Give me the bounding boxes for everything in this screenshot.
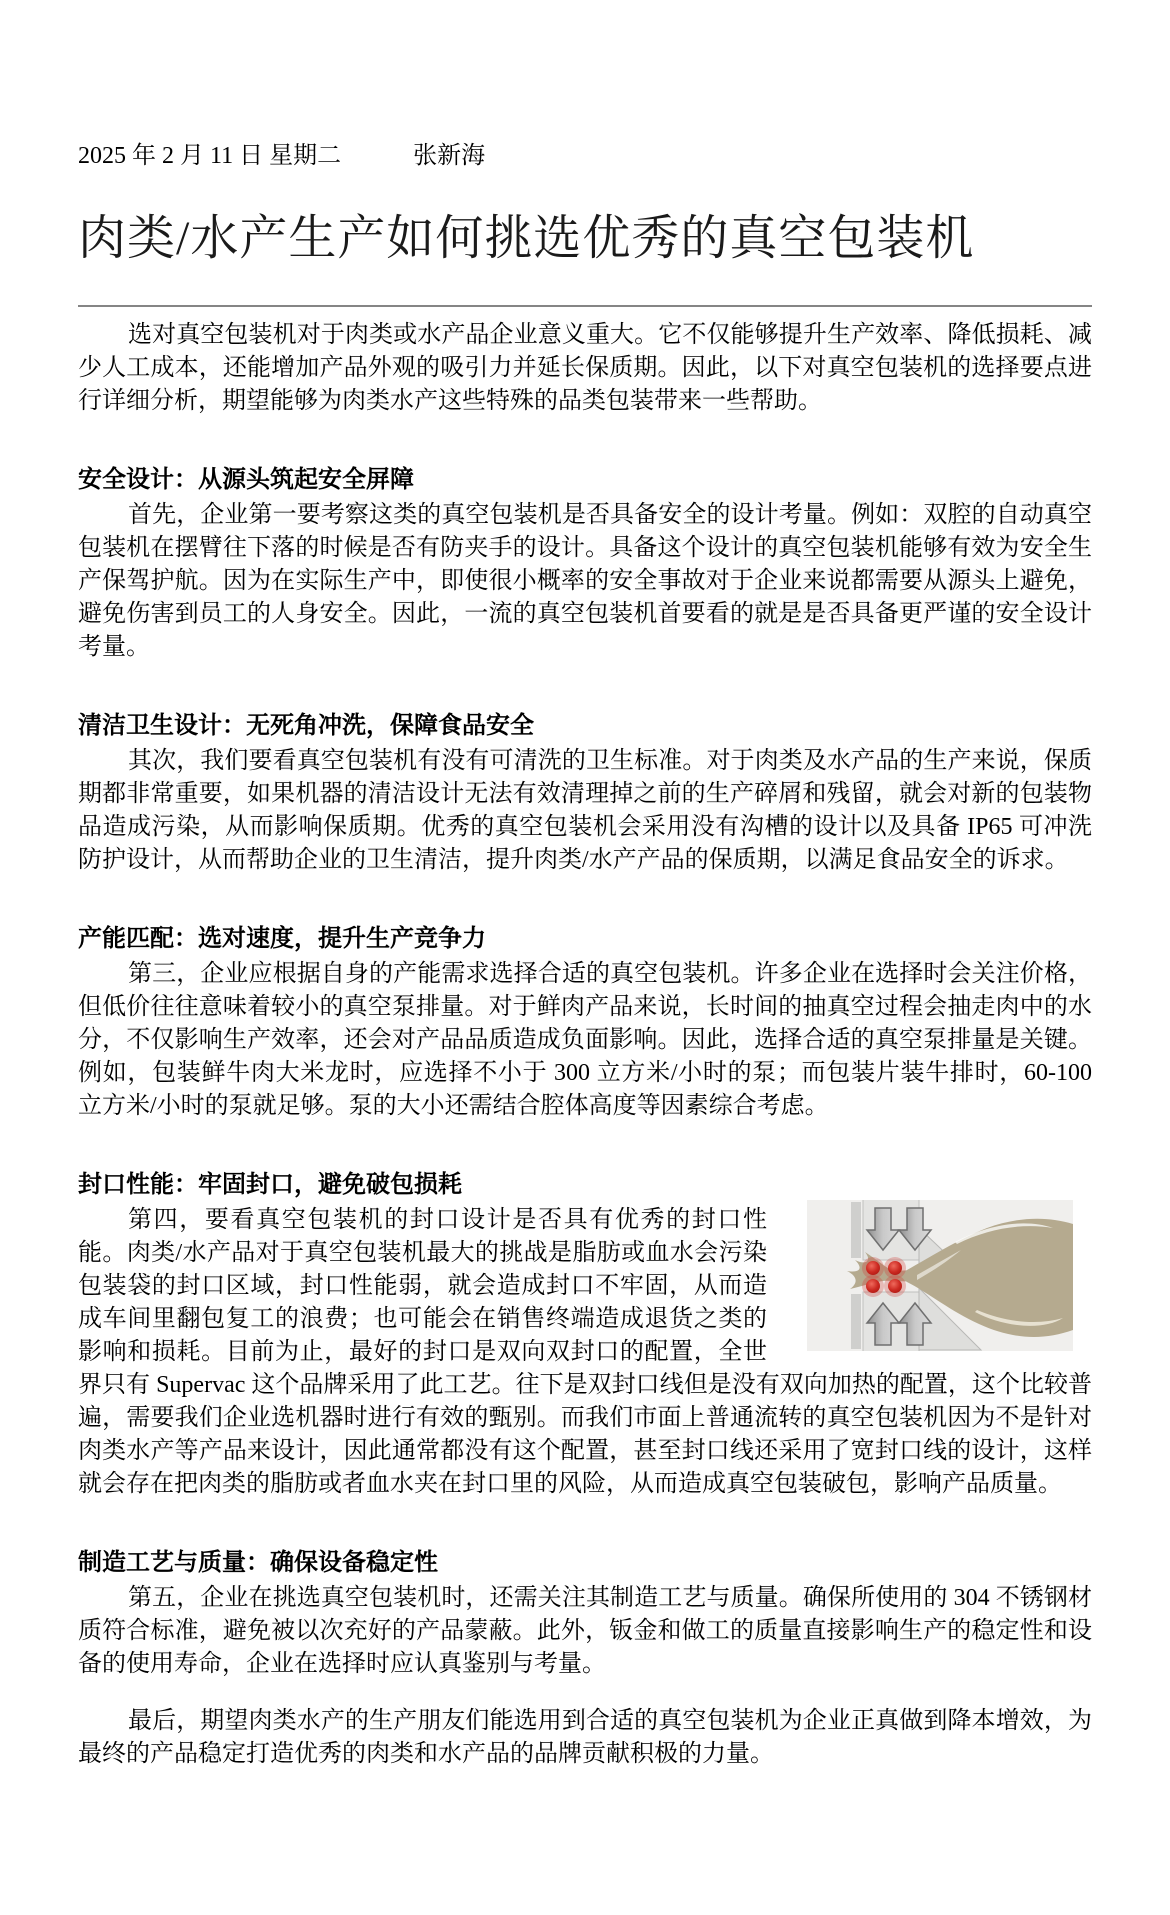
dateline [78,140,1092,173]
seal-jaw [851,1294,861,1349]
section-heading: 清洁卫生设计：无死角冲洗，保障食品安全 [78,713,534,739]
section-heading: 产能匹配：选对速度，提升生产竞争力 [78,926,486,952]
seal-diagram-figure [807,1200,1073,1351]
section-hygiene [78,710,1092,877]
page-title: 肉类/水产生产如何挑选优秀的真空包装机 [78,212,975,265]
section-paragraph: 第五，企业在挑选真空包装机时，还需关注其制造工艺与质量。确保所使用的 304 不锈钢材质符合标准，避免被以次充好的产品蒙蔽。此外，钣金和做工的质量直接影响生产的稳定性和设备的使用寿命，企业在选择时应认真鉴别与考量。 [78,1585,1092,1677]
section-paragraph: 其次，我们要看真空包装机有没有可清洗的卫生标准。对于肉类及水产品的生产来说，保质期都非常重要，如果机器的清洁设计无法有效清理掉之前的生产碎屑和残留，就会对新的包装物品造成污染，从而影响保质期。优秀的真空包装机会采用没有沟槽的设计以及具备 IP65 可冲洗防护设计，从而帮助企业的卫生清洁，提升肉类/水产产品的保质期，以满足食品安全的诉求。 [78,748,1092,873]
section-sealing [78,1169,1092,1501]
title-divider [78,305,1092,307]
section-capacity [78,923,1092,1123]
section-heading: 制造工艺与质量：确保设备稳定性 [78,1550,438,1576]
author-name: 张新海 [413,143,486,169]
seal-jaw [851,1202,861,1258]
section-safety [78,464,1092,664]
section-paragraph: 第四，要看真空包装机的封口设计是否具有优秀的封口性能。肉类/水产品对于真空包装机最大的挑战是脂肪或血水会污染包装袋的封口区域，封口性能弱，就会造成封口不牢固，从而造成车间里翻包复工的浪费；也可能会在销售终端造成退货之类的影响和损耗。目前为止，最好的封口是双向双封口的配置，全世界只有 Supervac 这个品牌采用了此工艺。往下是双封口线但是没有双向加热的配置，这个比较普遍，需要我们企业选机器时进行有效的甄别。而我们市面上普通流转的真空包装机因为不是针对肉类水产等产品来设计，因此通常都没有这个配置，甚至封口线还采用了宽封口线的设计，这样就会存在把肉类的脂肪或者血水夹在封口里的风险，从而造成真空包装破包，影响产品质量。 [78,1207,1092,1497]
date-text: 2025 年 2 月 11 日 星期二 [78,143,342,169]
section-build-quality [78,1547,1092,1681]
intro-paragraph: 选对真空包装机对于肉类或水产品企业意义重大。它不仅能够提升生产效率、降低损耗、减少人工成本，还能增加产品外观的吸引力并延长保质期。因此，以下对真空包装机的选择要点进行详细分析，期望能够为肉类水产这些特殊的品类包装带来一些帮助。 [78,322,1092,414]
seal-diagram [807,1200,1073,1351]
section-heading: 封口性能：牢固封口，避免破包损耗 [78,1172,462,1198]
section-paragraph: 第三，企业应根据自身的产能需求选择合适的真空包装机。许多企业在选择时会关注价格，但低价往往意味着较小的真空泵排量。对于鲜肉产品来说，长时间的抽真空过程会抽走肉中的水分，不仅影响生产效率，还会对产品品质造成负面影响。因此，选择合适的真空泵排量是关键。例如，包装鲜牛肉大米龙时，应选择不小于 300 立方米/小时的泵；而包装片装牛排时，60-100 立方米/小时的泵就足够。泵的大小还需结合腔体高度等因素综合考虑。 [78,961,1092,1119]
closing-paragraph: 最后，期望肉类水产的生产朋友们能选用到合适的真空包装机为企业正真做到降本增效，为最终的产品稳定打造优秀的肉类和水产品的品牌贡献积极的力量。 [78,1708,1092,1767]
section-heading: 安全设计：从源头筑起安全屏障 [78,467,414,493]
section-paragraph: 首先，企业第一要考察这类的真空包装机是否具备安全的设计考量。例如：双腔的自动真空包装机在摆臂往下落的时候是否有防夹手的设计。具备这个设计的真空包装机能够有效为安全生产保驾护航。因为在实际生产中，即使很小概率的安全事故对于企业来说都需要从源头上避免，避免伤害到员工的人身安全。因此，一流的真空包装机首要看的就是是否具备更严谨的安全设计考量。 [78,502,1092,660]
